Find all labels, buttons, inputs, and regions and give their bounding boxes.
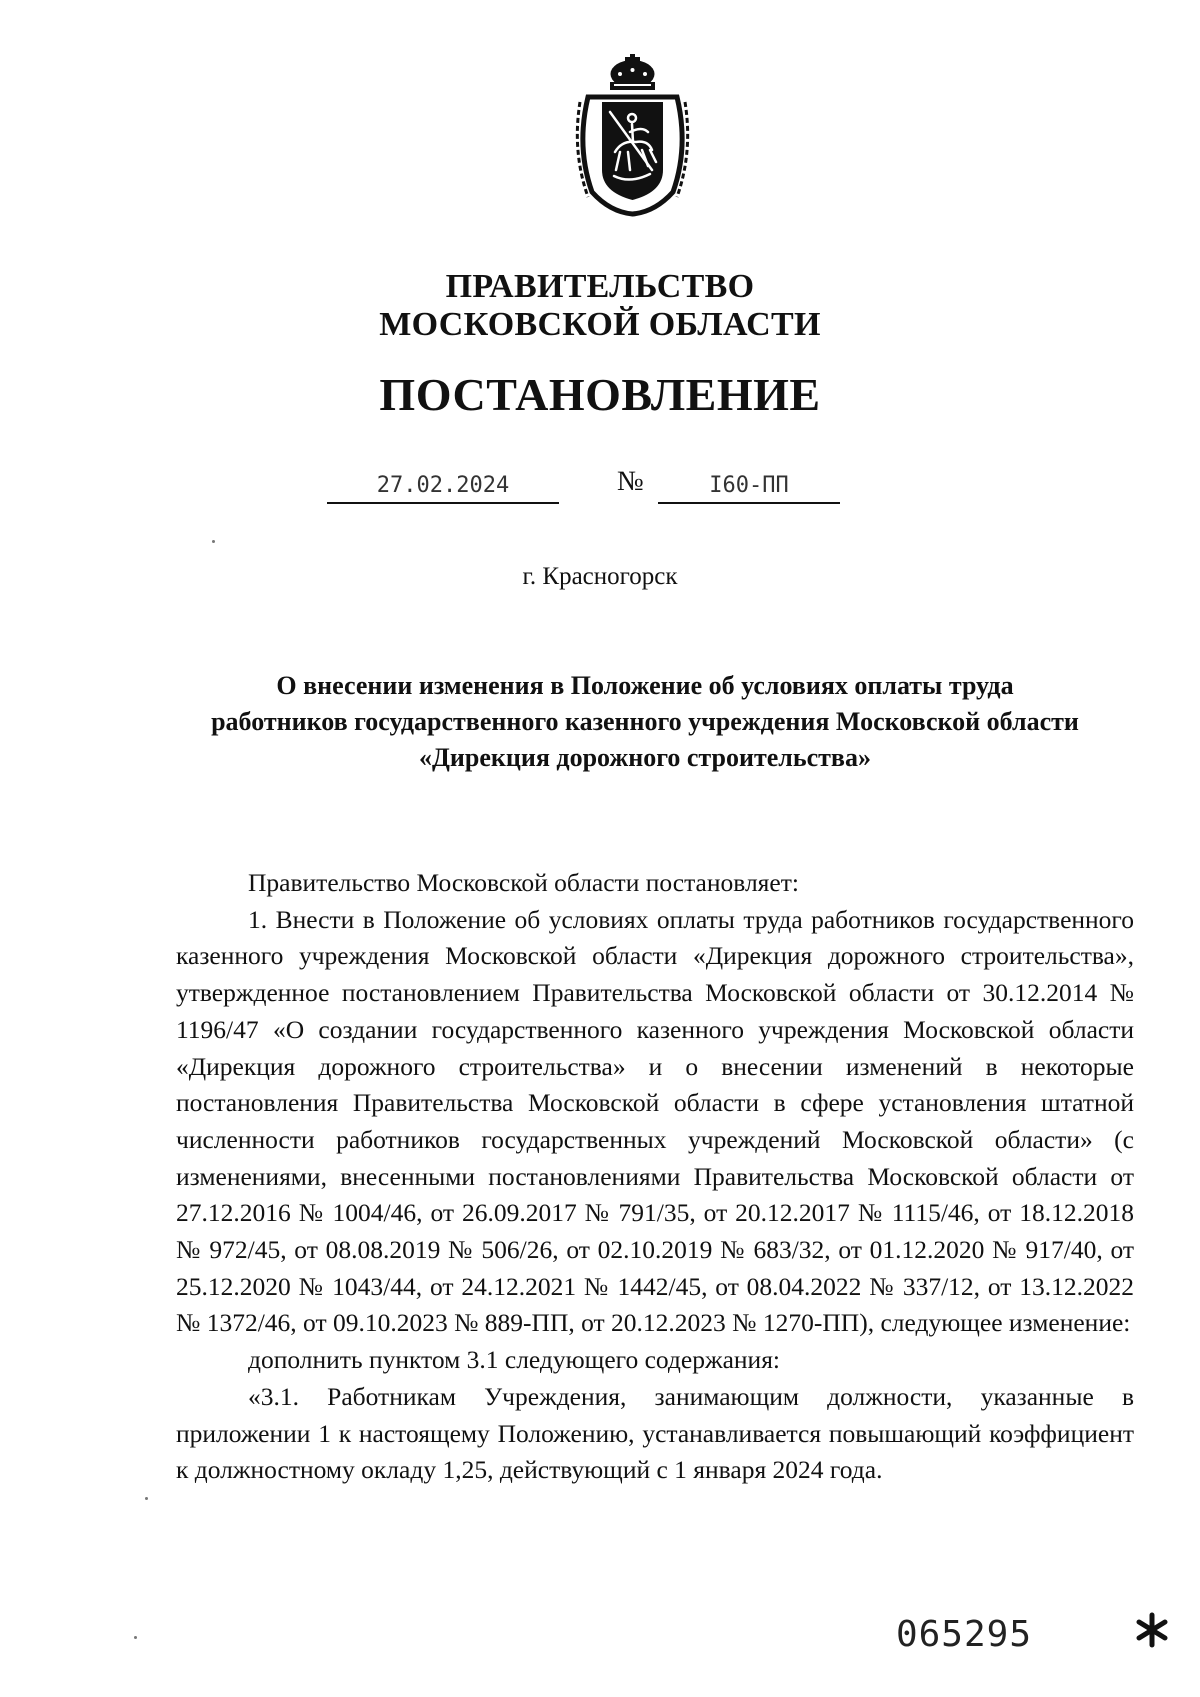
clause-3-1-paragraph: «3.1. Работникам Учреждения, занимающим должности, указанные в приложении 1 к настоящему Положению, устанавливается повышающий коэффициент к должностному окладу 1,25, действующий с 1 января 2024 года.	[176, 1381, 1134, 1485]
decree-subject	[160, 668, 1130, 776]
scan-speck	[134, 1636, 137, 1639]
subject-line-3: «Дирекция дорожного строительства»	[419, 743, 871, 772]
asterisk-icon	[1134, 1612, 1170, 1648]
subject-line-2: работников государственного казенного учреждения Московской области	[211, 707, 1079, 736]
decree-body	[176, 865, 1134, 1489]
subject-line-1: О внесении изменения в Положение об условиях оплаты труда	[276, 671, 1014, 700]
place-of-issue: г. Красногорск	[522, 563, 678, 590]
decree-number: I60-ПП	[658, 470, 840, 504]
authority-line-2: МОСКОВСКОЙ ОБЛАСТИ	[379, 306, 821, 343]
document-type-title: ПОСТАНОВЛЕНИЕ	[379, 369, 821, 420]
form-serial-number: 065295	[895, 1614, 1032, 1655]
addition-paragraph: дополнить пунктом 3.1 следующего содержания:	[248, 1345, 781, 1375]
coat-of-arms-emblem	[570, 52, 695, 217]
item-1-paragraph: 1. Внести в Положение об условиях оплаты труда работников государственного казенного учреждения Московской области «Дирекция дорожного строительства», утвержденное постановлением Правительства Московской области от 30.12.2014 № 1196/47 «О создании государственного казенного учреждения Московской области «Дирекция дорожного строительства» и о внесении изменений в некоторые постановления Правительства Московской области в сфере установления штатной численности работников государственных учреждений Московской области» (с изменениями, внесенными постановлениями Правительства Московской области от 27.12.2016 № 1004/46, от 26.09.2017 № 791/35, от 20.12.2017 № 1115/46, от 18.12.2018 № 972/45, от 08.08.2019 № 506/26, от 02.10.2019 № 683/32, от 01.12.2020 № 917/40, от 25.12.2020 № 1043/44, от 24.12.2021 № 1442/45, от 08.04.2022 № 337/12, от 13.12.2022 № 1372/46, от 09.10.2023 № 889-ПП, от 20.12.2023 № 1270-ПП), следующее изменение:	[176, 904, 1134, 1338]
authority-line-1: ПРАВИТЕЛЬСТВО	[445, 268, 755, 305]
issuing-authority	[0, 268, 1200, 344]
scan-speck	[212, 540, 215, 543]
number-sign: №	[617, 466, 644, 497]
preamble-paragraph: Правительство Московской области постановляет:	[248, 868, 799, 897]
scan-speck	[145, 1497, 148, 1500]
decree-date: 27.02.2024	[327, 470, 559, 504]
